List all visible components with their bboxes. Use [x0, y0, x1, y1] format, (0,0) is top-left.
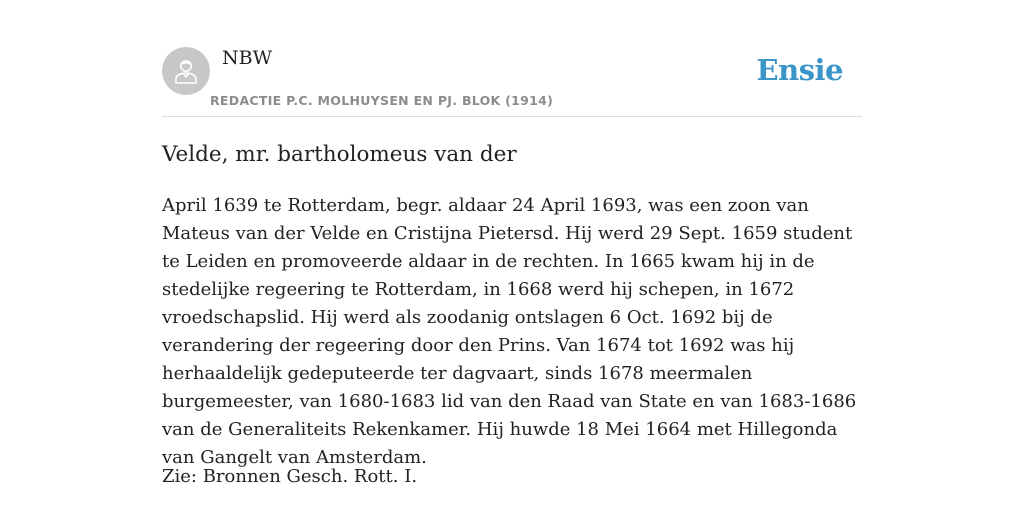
article-header [162, 46, 862, 117]
article-body: April 1639 te Rotterdam, begr. aldaar 24 April 1693, was een zoon van Mateus van der Velde en Cristijna Pietersd. Hij werd 29 Sept. 1659 student te Leiden en promoveerde aldaar in de rechten. In 1665 kwam hij in de stedelijke regeering te Rotterdam, in 1668 werd hij schepen, in 1672 vroedschapslid. Hij werd als zoodanig ontslagen 6 Oct. 1692 bij de verandering der regeering door den Prins. Van 1674 tot 1692 was hij herhaaldelijk gedeputeerde ter dagvaart, sinds 1678 meermalen burgemeester, van 1680-1683 lid van den Raad van State en van 1683-1686 van de Generaliteits Rekenkamer. Hij huwde 18 Mei 1664 met Hillegonda van Gangelt van Amsterdam. [162, 195, 857, 468]
article-title: Velde, mr. bartholomeus van der [162, 142, 517, 167]
author-name[interactable]: NBW [222, 47, 273, 69]
article-source: Zie: Bronnen Gesch. Rott. I. [162, 466, 418, 487]
author-avatar[interactable] [162, 47, 210, 95]
brand-logo[interactable]: Ensie [756, 53, 843, 87]
editorial-subtitle: REDACTIE P.C. MOLHUYSEN EN PJ. BLOK (1914) [210, 93, 554, 108]
user-icon [174, 58, 198, 84]
